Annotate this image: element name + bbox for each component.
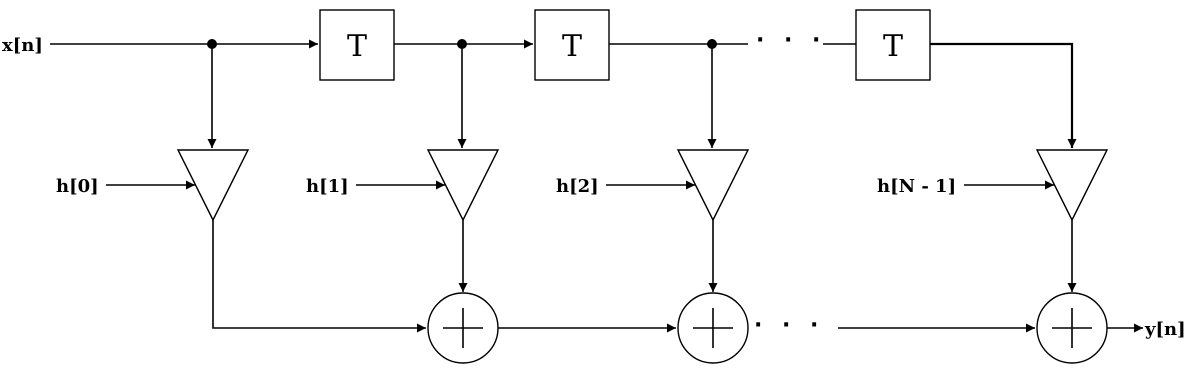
last-tap-wire	[930, 44, 1072, 148]
sum-ellipsis: · · ·	[754, 313, 825, 338]
delay-line	[2, 10, 1072, 148]
delay-block-2-label: T	[561, 29, 583, 64]
coef-label-0: h[0]	[56, 176, 99, 197]
adder-2	[678, 293, 748, 363]
input-label: x[n]	[2, 35, 43, 56]
delay-ellipsis: · · ·	[756, 28, 827, 53]
coef-label-2: h[2]	[556, 176, 599, 197]
output-label: y[n]	[1145, 319, 1186, 340]
adder-n	[1037, 293, 1107, 363]
coef-label-1: h[1]	[306, 176, 349, 197]
delay-block-1-label: T	[346, 29, 368, 64]
gain0-to-adder1	[213, 220, 426, 328]
delay-block-n-label: T	[882, 29, 904, 64]
coef-label-n: h[N - 1]	[877, 176, 957, 197]
adder-1	[428, 293, 498, 363]
